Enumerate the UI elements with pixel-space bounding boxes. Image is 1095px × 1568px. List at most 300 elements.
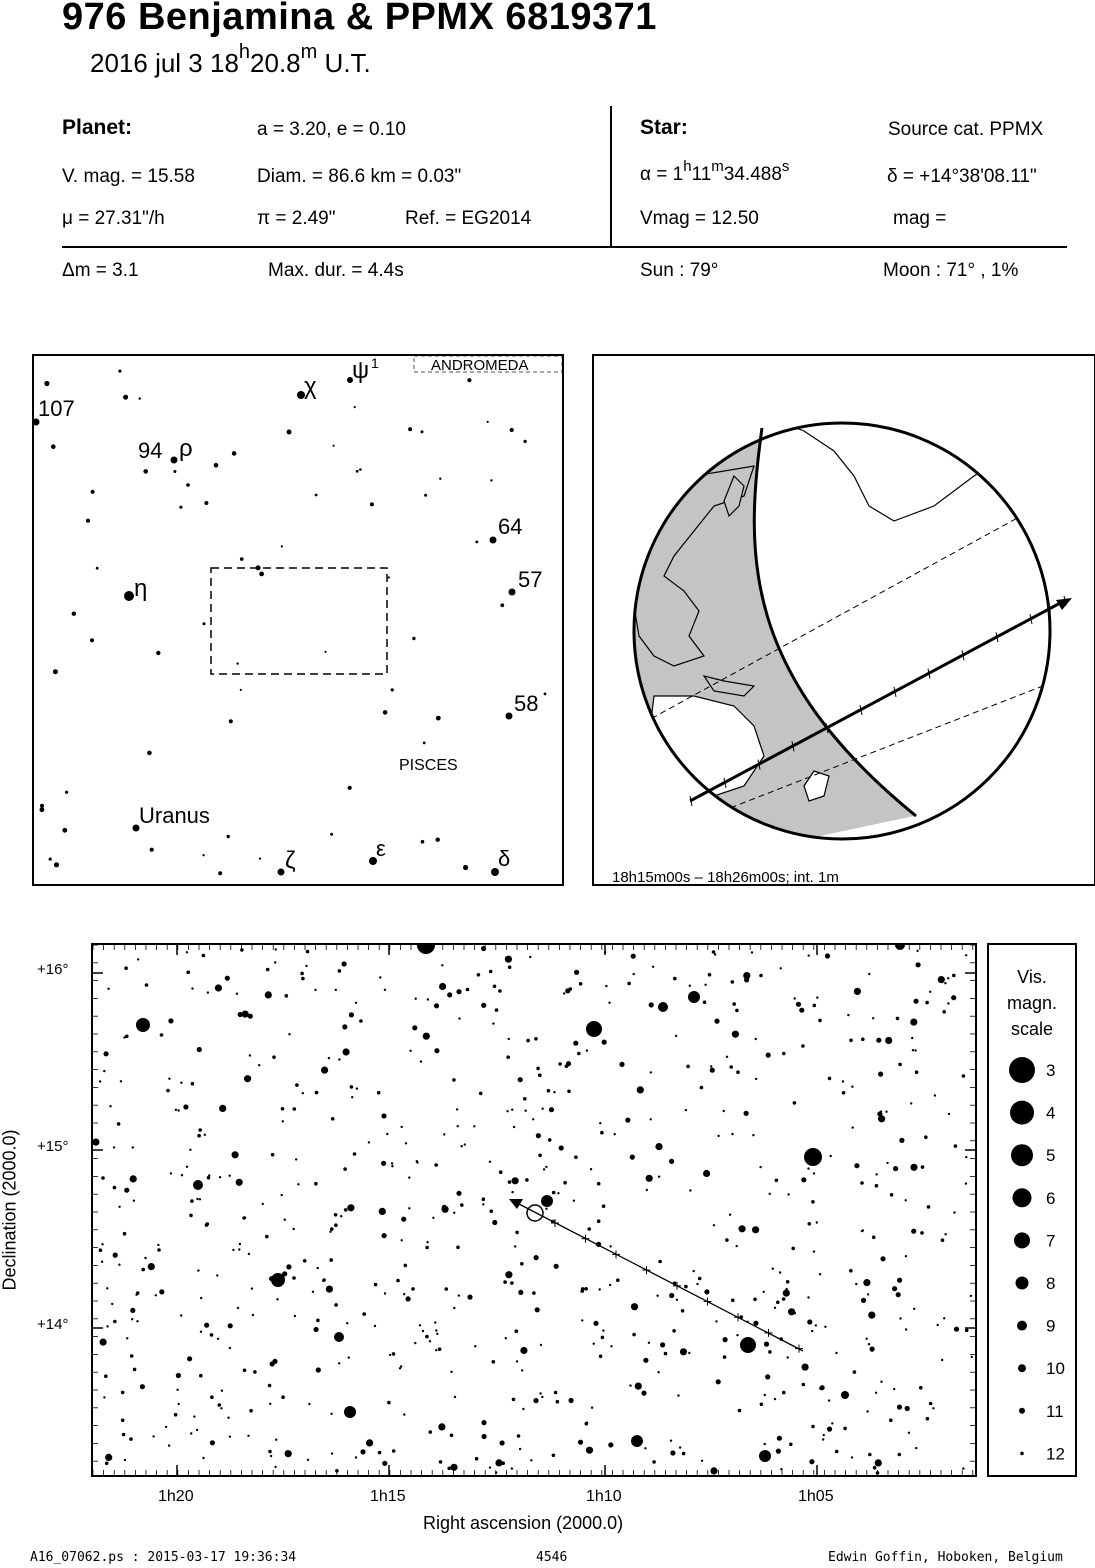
field-star [135,1294,137,1296]
field-star [495,1459,502,1466]
field-star [187,1356,192,1361]
field-star [698,1277,702,1281]
moon-info: Moon : 71° , 1% [883,260,1019,281]
field-star [655,1143,662,1150]
label-chi: χ [304,373,317,400]
field-box [211,568,387,674]
field-star [109,1105,111,1107]
field-star [295,1083,299,1087]
field-star [715,1320,717,1322]
field-star [586,1447,593,1454]
finder-bright-star [171,457,178,464]
field-star [382,1233,387,1238]
field-star [453,1212,455,1214]
field-star [866,1410,868,1412]
field-star [753,1298,757,1302]
field-star [477,973,481,977]
field-star [889,1419,893,1423]
field-star [801,1044,805,1048]
field-star [121,1391,125,1395]
field-star [322,1280,324,1282]
finder-star [500,603,504,607]
field-star [916,950,918,952]
field-star [807,1319,812,1324]
field-star [776,1449,781,1454]
field-star [689,1189,691,1191]
field-star [510,1281,514,1285]
field-star [133,1200,135,1202]
field-star [141,1268,145,1272]
footer-author: Edwin Goffin, Hoboken, Belgium [828,1550,1063,1565]
field-star [113,1186,117,1190]
finder-star [544,693,547,696]
field-star [200,1331,202,1333]
field-star [751,951,753,953]
field-star [815,1324,817,1326]
field-star [284,1219,286,1221]
field-star [300,972,304,976]
finder-star [383,710,388,715]
field-star [221,1390,223,1392]
legend-label-mag-12: 12 [1046,1444,1065,1464]
field-star [308,1403,310,1405]
planet-heading: Planet: [62,116,133,139]
field-star [180,1082,182,1084]
field-star [791,1247,795,1251]
field-star [547,1089,551,1093]
field-star [774,1398,776,1400]
field-star [631,954,636,959]
field-star [860,1181,864,1185]
field-star [99,1080,101,1082]
field-star [885,1037,892,1044]
field-star [573,1200,575,1202]
field-star [113,1320,117,1324]
field-star [625,1118,630,1123]
field-star [520,1347,527,1354]
field-star [831,1422,833,1424]
field-star [854,988,861,995]
finder-star [51,444,56,449]
field-star [574,970,579,975]
field-star [508,1180,512,1184]
field-star [186,1166,188,1168]
field-star [216,1274,218,1276]
info-divider-vertical [610,106,612,248]
field-star [270,1455,272,1457]
finder-star [232,451,237,456]
field-star [305,965,307,967]
field-star [236,993,238,995]
field-star [554,1391,558,1395]
field-star [765,1374,770,1379]
bright-star [586,1021,602,1037]
legend-label-mag-10: 10 [1046,1359,1065,1379]
field-star [536,1133,541,1138]
field-star [538,1073,542,1077]
field-star [103,1070,105,1072]
finder-star [204,501,208,505]
field-star [174,1413,178,1417]
field-star [704,1289,709,1294]
finder-star [287,430,292,435]
field-star [921,1165,925,1169]
field-star [915,1447,917,1449]
field-star [276,1298,278,1300]
finder-star [487,421,489,423]
field-star [925,1001,929,1005]
field-star [526,1039,530,1043]
field-star [910,1164,917,1171]
field-star [342,1024,347,1029]
field-star [495,1008,499,1012]
field-star [266,968,270,972]
field-star [769,1193,771,1195]
field-star [403,1293,405,1295]
field-star [522,1408,524,1410]
field-star [500,1440,505,1445]
field-star [657,1371,659,1373]
globe-map [594,356,1094,884]
field-star [166,1089,170,1093]
field-star [439,983,446,990]
legend-dot-mag-11 [1019,1408,1025,1414]
field-star [219,1176,221,1178]
field-star [374,1283,378,1287]
field-star [384,1292,386,1294]
field-star [811,1200,815,1204]
field-star [426,1241,428,1243]
field-star [197,1047,202,1052]
field-star [473,1125,475,1127]
field-star [168,1078,170,1080]
field-star [905,1255,907,1257]
field-star [435,1349,437,1351]
field-star [652,966,654,968]
field-star [605,985,607,987]
finder-star [96,567,99,570]
field-star [532,1118,534,1120]
dec-tick-16: +16° [37,961,69,978]
legend-dot-mag-8 [1016,1277,1029,1290]
field-star [680,1348,687,1355]
field-star [732,1002,736,1006]
field-star [186,951,188,953]
field-star [927,1205,931,1209]
field-star [232,1151,239,1158]
field-star [303,1259,307,1263]
field-star [534,1255,539,1260]
field-star [406,1296,411,1301]
field-star [929,991,931,993]
legend-scale [989,945,1075,1475]
field-star [830,1155,832,1157]
finder-star [91,490,95,494]
field-star [794,997,796,999]
field-star [511,1467,513,1469]
legend-dot-mag-10 [1018,1364,1026,1372]
field-star [539,1392,541,1394]
field-star [434,1321,436,1323]
field-star [189,1149,191,1151]
finder-star [475,541,478,544]
field-star [331,1452,333,1454]
field-star [356,1087,358,1089]
field-star [422,1330,424,1332]
field-star [649,1002,654,1007]
field-star [229,1436,231,1438]
field-star [948,1113,950,1115]
field-star [285,1450,292,1457]
field-star [272,1359,277,1364]
field-star [725,1238,729,1242]
field-star [220,1407,222,1409]
finder-star [40,807,45,812]
legend-dot-mag-6 [1013,1188,1032,1207]
field-star [329,1258,333,1262]
field-star [599,1288,601,1290]
field-star [441,964,443,966]
legend-label-mag-4: 4 [1046,1103,1056,1123]
field-star [155,1294,157,1296]
field-star [249,1054,251,1056]
finder-star [424,494,427,497]
field-star [438,1347,442,1351]
field-star [312,1291,314,1293]
finder-bright-star [490,537,497,544]
field-star [405,1142,407,1144]
field-star [126,1337,128,1339]
field-star [330,1227,334,1231]
globe-time-caption: 18h15m00s – 18h26m00s; int. 1m [612,869,839,884]
finder-star [72,612,76,616]
finder-star [40,804,44,808]
field-star [764,1443,766,1445]
field-star [170,1172,172,1174]
footer-file: A16_07062.ps : 2015-03-17 19:36:34 [30,1550,297,1565]
field-star [178,1403,180,1405]
bright-star [136,1018,150,1032]
field-star [897,1405,902,1410]
field-star [275,948,277,950]
field-star [229,1175,231,1177]
field-star [714,953,716,955]
finder-star [463,865,468,870]
field-star [597,1219,601,1223]
field-star [744,1111,749,1116]
field-star [240,948,244,952]
field-star [514,1245,516,1247]
legend-dot-mag-3 [1009,1057,1035,1083]
field-star [118,1206,120,1208]
field-star [581,1319,583,1321]
field-star [835,1450,839,1454]
label-pisces: PISCES [399,757,458,774]
field-star [442,1206,449,1213]
field-star [198,1128,202,1132]
field-star [785,1288,787,1290]
field-star [145,983,149,987]
field-star [549,1107,554,1112]
field-star [759,974,763,978]
field-star [905,1199,907,1201]
field-star [450,1371,452,1373]
field-star [731,980,735,984]
legend-title-2: magn. [1006,993,1058,1013]
field-star [438,1423,445,1430]
path-arrowhead [509,1199,523,1209]
field-star [101,1261,103,1263]
field-star [331,1117,335,1121]
field-star [505,1337,507,1339]
finder-star [203,622,206,625]
field-star [545,1208,547,1210]
field-star [937,1324,939,1326]
label-psi: ψ [352,357,370,384]
field-star [641,1391,646,1396]
finder-star [44,381,49,386]
field-star [929,1402,933,1406]
field-star [736,1245,738,1247]
field-star [181,1174,183,1176]
field-star [103,1396,105,1398]
field-star [236,1179,243,1186]
field-star [525,1178,529,1182]
field-star [505,1271,512,1278]
field-star [764,1342,769,1347]
field-star [104,1051,109,1056]
field-star [556,1400,560,1404]
ra-tick-1h15: 1h15 [370,1488,406,1505]
field-star [885,1111,887,1113]
field-star [466,988,470,992]
field-star [387,1401,391,1405]
field-star [823,1434,825,1436]
field-star [202,954,206,958]
field-star [646,1175,653,1182]
field-star [774,1307,776,1309]
finder-star [218,871,222,875]
field-star [646,1189,648,1191]
finder-star [256,565,261,570]
finder-star [354,406,356,408]
label-zeta: ζ [285,847,296,874]
finder-star [143,469,148,474]
field-star [314,1327,319,1332]
field-star [338,969,342,973]
field-star [913,1308,915,1310]
legend-label-mag-9: 9 [1046,1316,1056,1336]
field-star [334,1213,338,1217]
field-star [633,973,635,975]
field-star [587,1227,591,1231]
field-star [759,1166,761,1168]
field-star [875,1173,877,1175]
path-line [517,1203,803,1351]
field-star [346,1322,348,1324]
field-star [456,1191,461,1196]
field-star [281,1194,283,1196]
field-star [391,1162,393,1164]
field-star [124,966,128,970]
field-star [793,1101,797,1105]
field-star [716,1379,721,1384]
field-star [206,1222,210,1226]
field-star [842,1080,844,1082]
field-star [381,1113,386,1118]
field-star [926,1417,930,1421]
finder-bright-star [278,869,285,876]
field-star [328,1057,330,1059]
finder-star [324,651,326,653]
field-star [294,1315,296,1317]
field-star [347,1204,354,1211]
finder-star [370,502,374,506]
field-star [321,1067,328,1074]
field-star [541,1396,543,1398]
field-star [915,1070,919,1074]
field-star [760,1403,764,1407]
star-declination: δ = +14°38'08.11" [887,166,1037,187]
field-star [232,1249,234,1251]
field-star [160,1033,164,1037]
field-star [506,1110,508,1112]
field-star [269,1403,271,1405]
field-star [329,1231,331,1233]
field-star [265,1235,269,1239]
field-star [916,962,921,967]
field-star [755,1038,757,1040]
field-star [404,1264,408,1268]
field-star [827,1427,832,1432]
field-star [274,961,276,963]
field-star [870,1347,875,1352]
field-star [868,1312,875,1319]
field-star [489,1161,491,1163]
field-star [168,1444,170,1446]
magnitude-legend [987,943,1077,1477]
label-uranus: Uranus [139,803,210,828]
field-star [543,1168,545,1170]
north-america [974,416,1054,526]
field-star [855,1283,857,1285]
bright-star [658,1002,668,1012]
field-star [890,1193,894,1197]
field-star [340,1215,342,1217]
field-star [157,1248,161,1252]
field-star [508,965,512,969]
field-star [944,1233,946,1235]
field-star [696,1283,698,1285]
field-star [731,1299,735,1303]
field-star [292,1276,296,1280]
field-star [672,1329,676,1333]
field-star [165,1426,167,1428]
field-star [802,1364,809,1371]
field-star [481,1420,486,1425]
field-star [536,1067,540,1071]
field-star [910,1019,917,1026]
field-star [880,1381,882,1383]
field-star [499,1170,503,1174]
field-star [176,1373,181,1378]
legend-label-mag-3: 3 [1046,1061,1056,1080]
field-star [703,1000,707,1004]
field-star [736,1334,738,1336]
finder-star [86,519,90,523]
field-star [176,1389,178,1391]
field-star [548,1138,552,1142]
